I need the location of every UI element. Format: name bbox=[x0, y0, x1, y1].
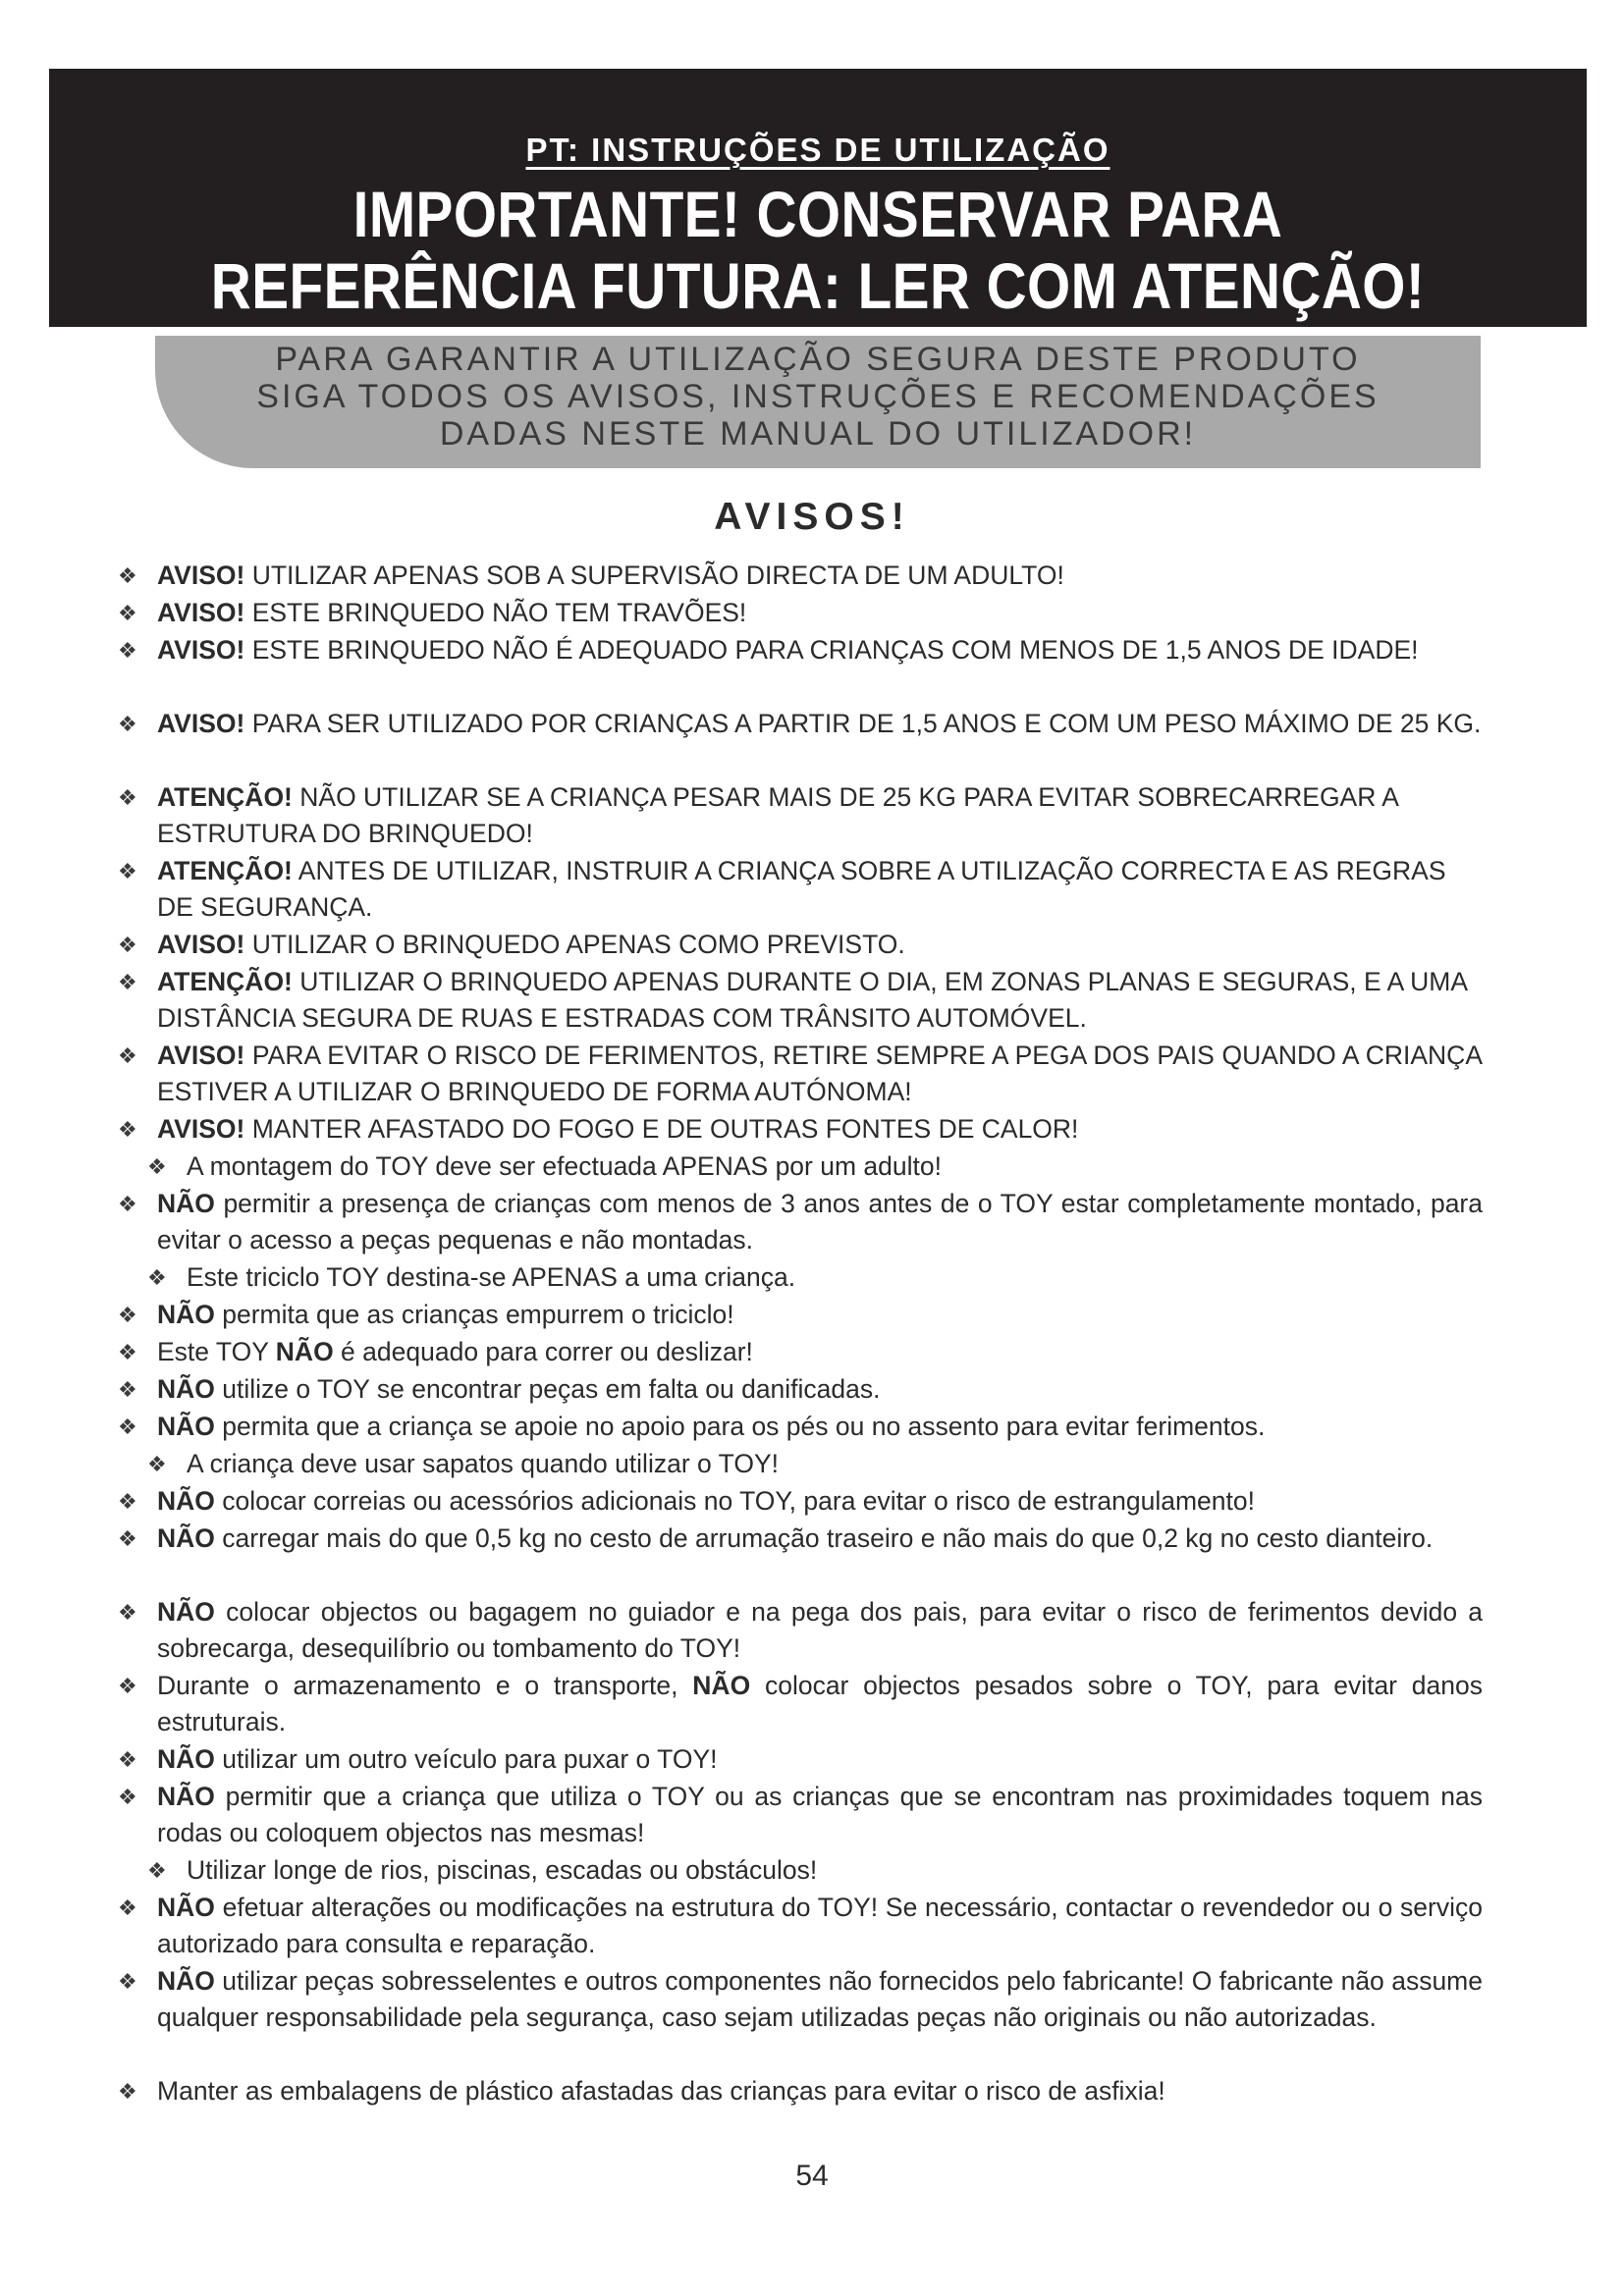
diamond-bullet-icon: ❖ bbox=[118, 1969, 137, 1994]
warning-keyword: NÃO bbox=[157, 1597, 215, 1627]
diamond-bullet-icon: ❖ bbox=[118, 1674, 137, 1698]
warning-body: UTILIZAR O BRINQUEDO APENAS COMO PREVISTO. bbox=[244, 930, 905, 959]
warning-text bbox=[187, 1446, 1483, 1482]
warning-text bbox=[157, 1594, 1483, 1667]
page-number: 54 bbox=[795, 2160, 829, 2192]
warning-text bbox=[157, 927, 1483, 963]
warning-body: utilizar peças sobresselentes e outros componentes não fornecidos pelo fabricante! O fabricante não assume qualquer responsabilidade pela segurança, caso sejam utilizadas peças não originais ou não autorizadas. bbox=[157, 1966, 1483, 2032]
warning-item bbox=[118, 1741, 1483, 1778]
warning-keyword: NÃO bbox=[157, 1300, 215, 1329]
warning-item bbox=[118, 1963, 1483, 2036]
warning-text bbox=[187, 1852, 1483, 1889]
diamond-bullet-icon: ❖ bbox=[147, 1154, 167, 1179]
warning-body: permitir a presença de crianças com menos de 3 anos antes de o TOY estar completamente montado, para evitar o acesso a peças pequenas e não montadas. bbox=[157, 1189, 1483, 1255]
warning-body: colocar objectos pesados sobre o TOY, para evitar danos estruturais. bbox=[157, 1671, 1483, 1736]
diamond-bullet-icon: ❖ bbox=[118, 859, 137, 883]
warning-item bbox=[118, 1890, 1483, 1962]
warning-keyword: AVISO! bbox=[157, 561, 245, 590]
warning-body: MANTER AFASTADO DO FOGO E DE OUTRAS FONTES DE CALOR! bbox=[244, 1114, 1079, 1144]
diamond-bullet-icon: ❖ bbox=[118, 1192, 137, 1216]
warning-keyword: AVISO! bbox=[157, 635, 245, 665]
diamond-bullet-icon: ❖ bbox=[147, 1452, 167, 1476]
warning-item bbox=[118, 1111, 1483, 1148]
safety-banner-line1: PARA GARANTIR A UTILIZAÇÃO SEGURA DESTE PRODUTO bbox=[275, 341, 1361, 378]
warning-text bbox=[157, 853, 1483, 926]
warning-text bbox=[157, 558, 1483, 594]
warning-item bbox=[118, 2073, 1483, 2109]
diamond-bullet-icon: ❖ bbox=[118, 970, 137, 994]
warning-body: utilizar um outro veículo para puxar o TOY! bbox=[214, 1744, 718, 1774]
diamond-bullet-icon: ❖ bbox=[147, 1858, 167, 1883]
warning-item bbox=[147, 1148, 1483, 1185]
warning-keyword: NÃO bbox=[275, 1337, 334, 1366]
section-title: AVISOS! bbox=[714, 496, 910, 538]
warning-text bbox=[157, 1668, 1483, 1740]
warning-item bbox=[118, 964, 1483, 1037]
warning-text bbox=[157, 632, 1483, 668]
warning-body: UTILIZAR O BRINQUEDO APENAS DURANTE O DIA, EM ZONAS PLANAS E SEGURAS, E A UMA DISTÂNCIA SEGURA DE RUAS E ESTRADAS COM TRÂNSITO AUTOMÓVEL. bbox=[157, 967, 1467, 1033]
important-heading-line1: IMPORTANTE! CONSERVAR PARA bbox=[352, 178, 1283, 250]
diamond-bullet-icon: ❖ bbox=[118, 638, 137, 663]
warning-body: carregar mais do que 0,5 kg no cesto de arrumação traseiro e não mais do que 0,2 kg no cesto dianteiro. bbox=[214, 1523, 1434, 1553]
diamond-bullet-icon: ❖ bbox=[118, 1526, 137, 1551]
warning-item bbox=[118, 1297, 1483, 1333]
warning-text bbox=[157, 1334, 1483, 1370]
warning-text bbox=[187, 1259, 1483, 1296]
diamond-bullet-icon: ❖ bbox=[118, 1043, 137, 1068]
safety-banner-line3: DADAS NESTE MANUAL DO UTILIZADOR! bbox=[439, 415, 1197, 453]
warning-text bbox=[157, 2073, 1483, 2109]
warning-item bbox=[118, 1521, 1483, 1557]
warning-body: Utilizar longe de rios, piscinas, escadas ou obstáculos! bbox=[187, 1855, 818, 1885]
warning-keyword: NÃO bbox=[157, 1893, 215, 1922]
warning-keyword: NÃO bbox=[157, 1523, 215, 1553]
diamond-bullet-icon: ❖ bbox=[118, 1340, 137, 1364]
warning-body: colocar objectos ou bagagem no guiador e na pega dos pais, para evitar o risco de ferimentos devido a sobrecarga, desequilíbrio ou tombamento do TOY! bbox=[157, 1597, 1483, 1663]
warning-text bbox=[157, 1111, 1483, 1148]
warning-body: ESTE BRINQUEDO NÃO É ADEQUADO PARA CRIANÇAS COM MENOS DE 1,5 ANOS DE IDADE! bbox=[244, 635, 1419, 665]
diamond-bullet-icon: ❖ bbox=[118, 1600, 137, 1625]
warning-body: colocar correias ou acessórios adicionais no TOY, para evitar o risco de estrangulamento! bbox=[214, 1486, 1255, 1516]
warning-body: UTILIZAR APENAS SOB A SUPERVISÃO DIRECTA DE UM ADULTO! bbox=[244, 561, 1064, 590]
warning-text bbox=[157, 1779, 1483, 1851]
warning-item bbox=[118, 1779, 1483, 1851]
diamond-bullet-icon: ❖ bbox=[118, 1489, 137, 1514]
diamond-bullet-icon: ❖ bbox=[118, 2079, 137, 2104]
warning-keyword: AVISO! bbox=[157, 598, 245, 627]
warning-text bbox=[157, 779, 1483, 852]
diamond-bullet-icon: ❖ bbox=[118, 1785, 137, 1809]
diamond-bullet-icon: ❖ bbox=[118, 1415, 137, 1439]
warning-keyword: NÃO bbox=[157, 1374, 215, 1404]
warning-item bbox=[118, 632, 1483, 668]
warning-body: permitir que a criança que utiliza o TOY ou as crianças que se encontram nas proximidades toquem nas rodas ou coloquem objectos nas mesmas! bbox=[157, 1782, 1483, 1847]
diamond-bullet-icon: ❖ bbox=[118, 563, 137, 588]
warning-text bbox=[157, 706, 1483, 742]
warning-text bbox=[157, 1963, 1483, 2036]
warning-text bbox=[157, 1890, 1483, 1962]
warning-body: ESTE BRINQUEDO NÃO TEM TRAVÕES! bbox=[244, 598, 747, 627]
diamond-bullet-icon: ❖ bbox=[118, 1377, 137, 1402]
warning-item bbox=[118, 1334, 1483, 1370]
warning-body: ANTES DE UTILIZAR, INSTRUIR A CRIANÇA SOBRE A UTILIZAÇÃO CORRECTA E AS REGRAS DE SEGURANÇA. bbox=[157, 856, 1446, 922]
warning-keyword: AVISO! bbox=[157, 1041, 245, 1070]
diamond-bullet-icon: ❖ bbox=[118, 1117, 137, 1142]
warning-keyword: AVISO! bbox=[157, 930, 245, 959]
warning-body: PARA EVITAR O RISCO DE FERIMENTOS, RETIRE SEMPRE A PEGA DOS PAIS QUANDO A CRIANÇA ESTIVER A UTILIZAR O BRINQUEDO DE FORMA AUTÓNOMA! bbox=[157, 1041, 1483, 1106]
warning-keyword: NÃO bbox=[157, 1744, 215, 1774]
warning-item bbox=[147, 1852, 1483, 1889]
warning-text bbox=[157, 1521, 1483, 1557]
warning-body: efetuar alterações ou modificações na estrutura do TOY! Se necessário, contactar o revendedor ou o serviço autorizado para consulta e reparação. bbox=[157, 1893, 1483, 1958]
warning-body: A criança deve usar sapatos quando utilizar o TOY! bbox=[187, 1449, 779, 1478]
warning-text bbox=[157, 1741, 1483, 1778]
warning-text bbox=[157, 1297, 1483, 1333]
warning-item bbox=[118, 1186, 1483, 1258]
warning-keyword: NÃO bbox=[157, 1412, 215, 1441]
warning-body: utilize o TOY se encontrar peças em falta ou danificadas. bbox=[214, 1374, 881, 1404]
warning-item bbox=[118, 1371, 1483, 1408]
warning-text bbox=[157, 1409, 1483, 1445]
warning-prefix: Este TOY bbox=[157, 1337, 276, 1366]
warning-item bbox=[118, 558, 1483, 594]
warning-keyword: NÃO bbox=[157, 1486, 215, 1516]
warning-item bbox=[118, 595, 1483, 631]
diamond-bullet-icon: ❖ bbox=[118, 1303, 137, 1327]
warning-keyword: NÃO bbox=[157, 1189, 215, 1218]
warning-body: permita que as crianças empurrem o triciclo! bbox=[214, 1300, 734, 1329]
warning-keyword: ATENÇÃO! bbox=[157, 782, 293, 812]
diamond-bullet-icon: ❖ bbox=[147, 1265, 167, 1290]
warning-keyword: NÃO bbox=[157, 1782, 215, 1811]
warning-text bbox=[157, 964, 1483, 1037]
warning-body: NÃO UTILIZAR SE A CRIANÇA PESAR MAIS DE 25 KG PARA EVITAR SOBRECARREGAR A ESTRUTURA DO BRINQUEDO! bbox=[157, 782, 1398, 848]
warning-item bbox=[147, 1259, 1483, 1296]
warning-text bbox=[187, 1148, 1483, 1185]
warning-body: PARA SER UTILIZADO POR CRIANÇAS A PARTIR DE 1,5 ANOS E COM UM PESO MÁXIMO DE 25 KG. bbox=[244, 709, 1482, 738]
diamond-bullet-icon: ❖ bbox=[118, 601, 137, 625]
warning-keyword: ATENÇÃO! bbox=[157, 967, 293, 996]
warning-item bbox=[118, 853, 1483, 926]
warning-body: é adequado para correr ou deslizar! bbox=[333, 1337, 753, 1366]
warning-keyword: AVISO! bbox=[157, 709, 245, 738]
warning-text bbox=[157, 1186, 1483, 1258]
warning-prefix: Durante o armazenamento e o transporte, bbox=[157, 1671, 693, 1700]
diamond-bullet-icon: ❖ bbox=[118, 712, 137, 736]
warning-body: permita que a criança se apoie no apoio para os pés ou no assento para evitar ferimentos. bbox=[214, 1412, 1266, 1441]
warning-body: Manter as embalagens de plástico afastadas das crianças para evitar o risco de asfixia! bbox=[157, 2076, 1165, 2106]
warning-keyword: NÃO bbox=[692, 1671, 751, 1700]
safety-banner-line2: SIGA TODOS OS AVISOS, INSTRUÇÕES E RECOMENDAÇÕES bbox=[256, 378, 1380, 415]
warning-item bbox=[118, 1668, 1483, 1740]
diamond-bullet-icon: ❖ bbox=[118, 1896, 137, 1920]
warning-item bbox=[118, 1038, 1483, 1110]
warning-item bbox=[118, 1483, 1483, 1520]
diamond-bullet-icon: ❖ bbox=[118, 933, 137, 957]
warning-body: Este triciclo TOY destina-se APENAS a uma criança. bbox=[187, 1262, 796, 1292]
warning-body: A montagem do TOY deve ser efectuada APENAS por um adulto! bbox=[187, 1151, 942, 1181]
warning-keyword: NÃO bbox=[157, 1966, 215, 1996]
diamond-bullet-icon: ❖ bbox=[118, 1747, 137, 1772]
important-heading-line2: REFERÊNCIA FUTURA: LER COM ATENÇÃO! bbox=[210, 249, 1426, 322]
warning-item bbox=[118, 1594, 1483, 1667]
warning-item bbox=[118, 927, 1483, 963]
warning-item bbox=[118, 706, 1483, 742]
warning-text bbox=[157, 595, 1483, 631]
warning-item bbox=[118, 779, 1483, 852]
language-subtitle: PT: INSTRUÇÕES DE UTILIZAÇÃO bbox=[525, 132, 1110, 168]
warning-keyword: ATENÇÃO! bbox=[157, 856, 293, 885]
warning-text bbox=[157, 1038, 1483, 1110]
warning-item bbox=[118, 1409, 1483, 1445]
diamond-bullet-icon: ❖ bbox=[118, 785, 137, 810]
warning-item bbox=[147, 1446, 1483, 1482]
warning-text bbox=[157, 1371, 1483, 1408]
warning-keyword: AVISO! bbox=[157, 1114, 245, 1144]
warning-text bbox=[157, 1483, 1483, 1520]
